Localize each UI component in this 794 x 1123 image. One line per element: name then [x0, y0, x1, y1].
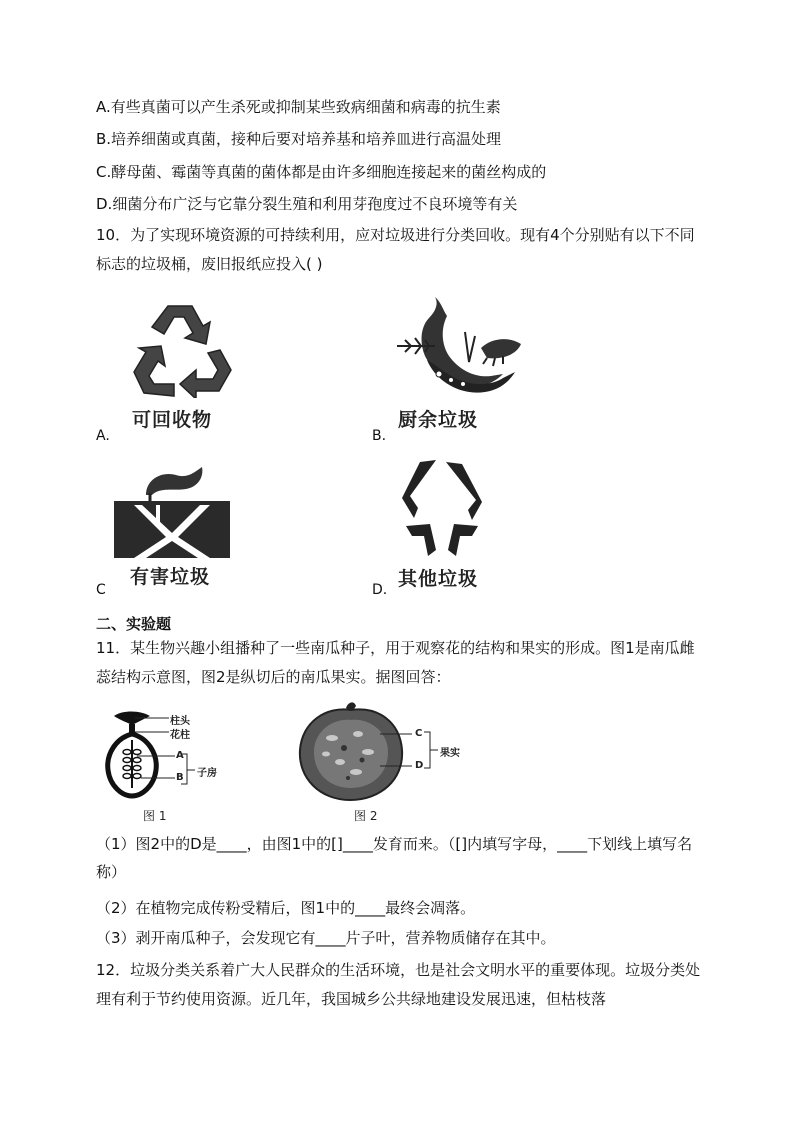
question-11-part-2: （2）在植物完成传粉受精后，图1中的____最终会凋落。 [96, 899, 476, 917]
other-waste-icon [398, 458, 488, 558]
label-b: B [176, 772, 184, 783]
label-c: C [415, 728, 423, 739]
option-d-symbol [398, 458, 488, 562]
option-c-caption: 有害垃圾 [130, 566, 211, 588]
option-a-symbol [130, 300, 235, 402]
option-c-letter: C [96, 582, 106, 598]
option-c-symbol [112, 465, 232, 564]
option-a-q9: A.有些真菌可以产生杀死或抑制某些致病细菌和病毒的抗生素 [96, 98, 501, 116]
label-stigma: 柱头 [170, 716, 190, 727]
option-c-q9: C.酵母菌、霉菌等真菌的菌体都是由许多细胞连接起来的菌丝构成的 [96, 163, 547, 181]
figure-1-caption: 图 1 [143, 809, 167, 823]
label-d: D [415, 760, 424, 771]
recycle-icon [130, 300, 235, 398]
option-d-letter: D. [372, 582, 388, 598]
kitchen-waste-icon [395, 292, 530, 402]
option-a-caption: 可回收物 [132, 409, 213, 431]
option-b-caption: 厨余垃圾 [398, 409, 479, 431]
option-b-symbol [395, 292, 530, 406]
section-2-heading: 二、实验题 [96, 615, 172, 633]
label-a: A [176, 750, 184, 761]
figure-2-caption: 图 2 [354, 809, 378, 823]
question-11-part-3: （3）剥开南瓜种子，会发现它有____片子叶，营养物质储存在其中。 [96, 929, 556, 947]
question-10-text: 10．为了实现环境资源的可持续利用，应对垃圾进行分类回收。现有4个分别贴有以下不同标志的垃圾桶，废旧报纸应投入( ) [96, 226, 695, 273]
option-a-letter: A. [96, 428, 110, 444]
question-11-part-1: （1）图2中的D是____，由图1中的[]____发育而来。（[]内填写字母，____下划线上填写名称） [96, 835, 693, 881]
label-ovary: 子房 [197, 768, 217, 779]
hazardous-waste-icon [112, 465, 232, 560]
question-12-text: 12．垃圾分类关系着广大人民群众的生活环境，也是社会文明水平的重要体现。垃圾分类处理有利于节约使用资源。近几年，我国城乡公共绿地建设发展迅速，但枯枝落 [96, 961, 701, 1008]
label-fruit: 果实 [440, 748, 460, 759]
option-b-q9: B.培养细菌或真菌，接种后要对培养基和培养皿进行高温处理 [96, 130, 502, 148]
label-style: 花柱 [170, 730, 190, 741]
option-d-q9: D.细菌分布广泛与它靠分裂生殖和利用芽孢度过不良环境等有关 [96, 195, 518, 213]
option-d-caption: 其他垃圾 [398, 568, 479, 590]
option-b-letter: B. [372, 428, 387, 444]
question-11-text: 11．某生物兴趣小组播种了一些南瓜种子，用于观察花的结构和果实的形成。图1是南瓜雌蕊结构示意图，图2是纵切后的南瓜果实。据图回答： [96, 639, 695, 686]
